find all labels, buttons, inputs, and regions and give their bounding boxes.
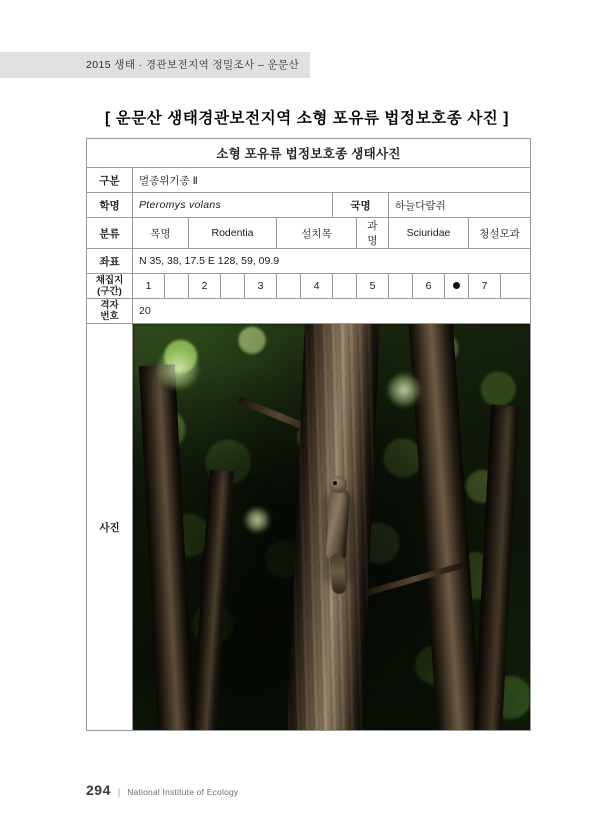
table-row-capture-site [87, 274, 531, 299]
capture-number-4: 4 [301, 274, 333, 299]
grid-number-label-line2: 번호 [100, 311, 119, 322]
capture-check-3[interactable] [277, 274, 301, 299]
family-label: 과명 [357, 218, 389, 249]
table-row-category [87, 168, 531, 193]
order-value: Rodentia [189, 218, 277, 249]
capture-number-2: 2 [189, 274, 221, 299]
capture-number-7: 7 [469, 274, 501, 299]
selected-dot-icon [453, 282, 460, 289]
order-label: 목명 [133, 218, 189, 249]
coordinates-label: 좌표 [87, 249, 133, 274]
squirrel-eye [333, 481, 337, 485]
grid-number-label [87, 299, 133, 324]
capture-check-5[interactable] [389, 274, 413, 299]
sunlight-spot [244, 507, 270, 533]
capture-site-label-line2: (구간) [97, 286, 122, 297]
table-row-photo [87, 324, 531, 731]
category-label: 구분 [87, 168, 133, 193]
page-footer [86, 782, 238, 798]
page-header [0, 52, 614, 78]
scientific-name-value: Pteromys volans [133, 193, 333, 218]
species-record-table [86, 138, 530, 731]
running-head: 2015 생태 · 경관보전지역 정밀조사 – 운문산 [86, 59, 300, 71]
family-value: Sciuridae [389, 218, 469, 249]
capture-check-6-selected[interactable] [445, 274, 469, 299]
table-row-band-title [87, 139, 531, 168]
footer-separator: | [117, 787, 121, 797]
table-row-taxonomy [87, 218, 531, 249]
capture-check-7[interactable] [501, 274, 531, 299]
capture-number-5: 5 [357, 274, 389, 299]
capture-check-4[interactable] [333, 274, 357, 299]
sunlight-spot [387, 373, 421, 407]
table-row-coordinates [87, 249, 531, 274]
header-white-area [310, 52, 614, 78]
coordinates-value: N 35, 38, 17.5 E 128, 59, 09.9 [133, 249, 531, 274]
grid-number-value: 20 [133, 299, 531, 324]
photo-cell [133, 324, 531, 731]
scientific-name-label: 학명 [87, 193, 133, 218]
squirrel-tail [329, 554, 346, 595]
korean-name-label: 국명 [333, 193, 389, 218]
capture-site-label-line1: 채집지 [95, 275, 124, 286]
capture-number-3: 3 [245, 274, 277, 299]
korean-name-value: 하늘다람쥐 [389, 193, 531, 218]
capture-number-1: 1 [133, 274, 165, 299]
capture-site-label [87, 274, 133, 299]
taxonomy-label: 분류 [87, 218, 133, 249]
institute-name: National Institute of Ecology [127, 787, 239, 797]
page-number: 294 [86, 782, 111, 798]
flying-squirrel [322, 470, 356, 598]
family-korean: 청설모과 [469, 218, 531, 249]
band-title: 소형 포유류 법정보호종 생태사진 [87, 139, 531, 168]
order-korean: 설치목 [277, 218, 357, 249]
capture-number-6: 6 [413, 274, 445, 299]
table-row-grid-number [87, 299, 531, 324]
species-photo [133, 324, 530, 730]
grid-number-label-line1: 격자 [100, 300, 119, 311]
squirrel-head [329, 476, 347, 493]
category-value: 멸종위기종 Ⅱ [133, 168, 531, 193]
capture-check-2[interactable] [221, 274, 245, 299]
capture-check-1[interactable] [165, 274, 189, 299]
page-title: [ 운문산 생태경관보전지역 소형 포유류 법정보호종 사진 ] [104, 110, 510, 127]
sunlight-spot [157, 348, 199, 390]
photo-label: 사진 [87, 324, 133, 731]
table-row-name [87, 193, 531, 218]
